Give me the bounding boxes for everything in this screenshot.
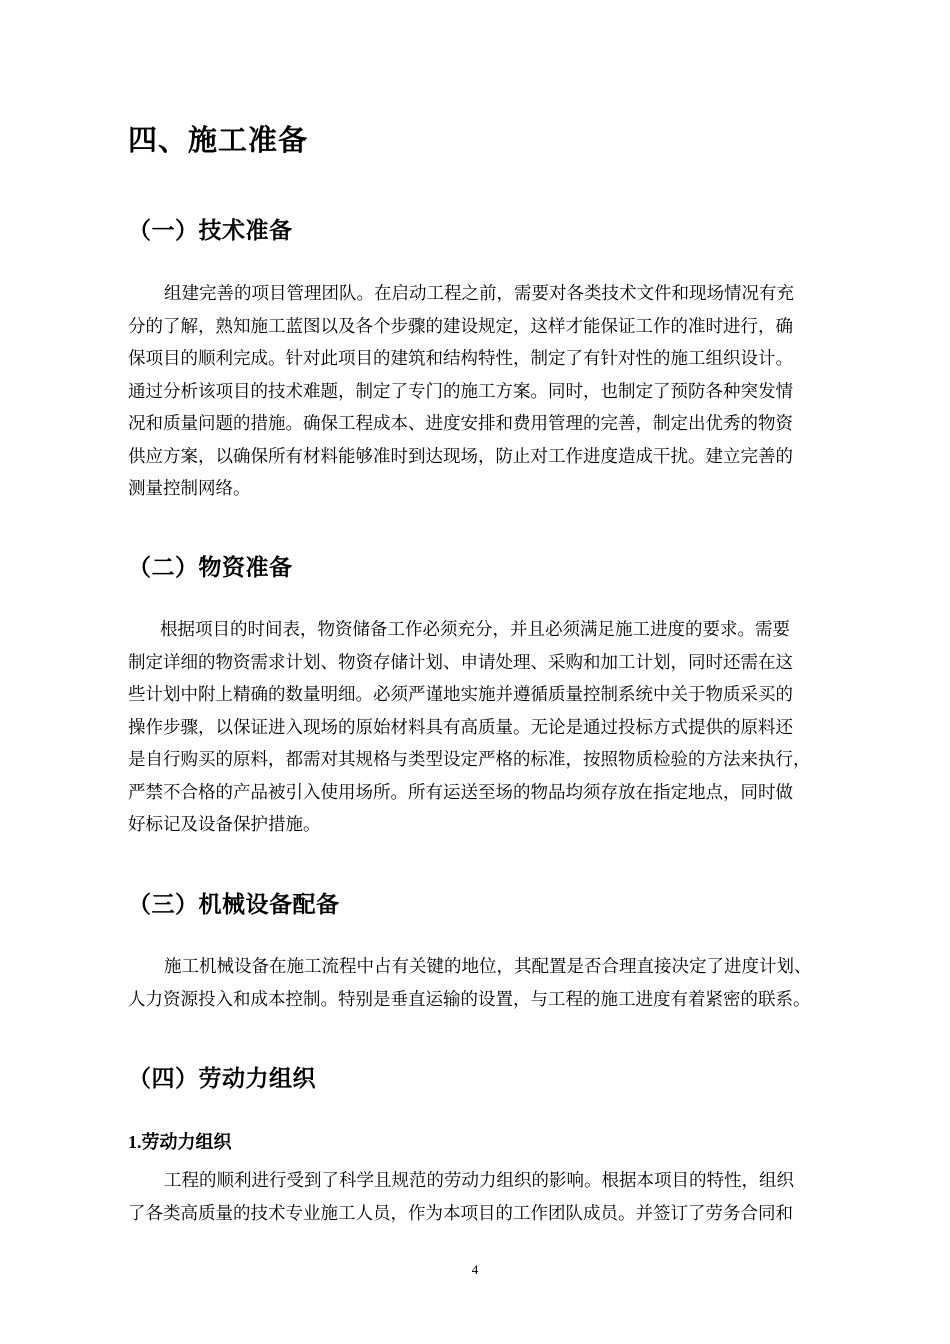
paragraph-labor <box>128 1165 868 1230</box>
paragraph-line: 制定详细的物资需求计划、物资存储计划、申请处理、采购和加工计划，同时还需在这 <box>128 652 793 673</box>
paragraph-materials <box>128 614 868 842</box>
paragraph-line: 通过分析该项目的技术难题，制定了专门的施工方案。同时，也制定了预防各种突发情 <box>128 381 793 402</box>
section-heading-machinery: （三）机械设备配备 <box>128 892 340 918</box>
paragraph-line: 工程的顺利进行受到了科学且规范的劳动力组织的影响。根据本项目的特性，组织 <box>164 1171 794 1191</box>
chapter-title: 四、施工准备 <box>128 123 309 157</box>
paragraph-line: 施工机械设备在施工流程中占有关键的地位，其配置是否合理直接决定了进度计划、 <box>164 957 812 977</box>
paragraph-line: 人力资源投入和成本控制。特别是垂直运输的设置，与工程的施工进度有着紧密的联系。 <box>128 989 811 1010</box>
paragraph-line: 是自行购买的原料，都需对其规格与类型设定严格的标准，按照物质检验的方法来执行， <box>128 750 811 770</box>
subsection-heading-labor: 1.劳动力组织 <box>128 1132 232 1152</box>
paragraph-machinery <box>128 951 868 1016</box>
page-number: 4 <box>471 1262 479 1277</box>
paragraph-line: 组建完善的项目管理团队。在启动工程之前，需要对各类技术文件和现场情况有充 <box>164 284 794 304</box>
paragraph-line: 了各类高质量的技术专业施工人员，作为本项目的工作团队成员。并签订了劳务合同和 <box>128 1203 793 1224</box>
section-heading-technical: （一）技术准备 <box>128 218 293 244</box>
paragraph-line: 些计划中附上精确的数量明细。必须严谨地实施并遵循质量控制系统中关于物质采买的 <box>128 685 793 705</box>
paragraph-line: 况和质量问题的措施。确保工程成本、进度安排和费用管理的完善，制定出优秀的物资 <box>128 414 793 434</box>
paragraph-line: 好标记及设备保护措施。 <box>128 815 321 835</box>
paragraph-line: 根据项目的时间表，物资储备工作必须充分，并且必须满足施工进度的要求。需要 <box>160 620 790 640</box>
paragraph-line: 分的了解，熟知施工蓝图以及各个步骤的建设规定，这样才能保证工作的准时进行，确 <box>128 316 793 337</box>
paragraph-line: 严禁不合格的产品被引入使用场所。所有运送至场的物品均须存放在指定地点，同时做 <box>128 782 793 803</box>
paragraph-line: 操作步骤，以保证进入现场的原始材料具有高质量。无论是通过投标方式提供的原料还 <box>128 717 793 738</box>
paragraph-technical <box>128 278 868 506</box>
section-heading-labor: （四）劳动力组织 <box>128 1066 316 1092</box>
paragraph-line: 保项目的顺利完成。针对此项目的建筑和结构特性，制定了有针对性的施工组织设计。 <box>128 349 793 369</box>
paragraph-line: 测量控制网络。 <box>128 479 251 499</box>
section-heading-materials: （二）物资准备 <box>128 555 293 581</box>
paragraph-line: 供应方案，以确保所有材料能够准时到达现场，防止对工作进度造成干扰。建立完善的 <box>128 446 793 467</box>
